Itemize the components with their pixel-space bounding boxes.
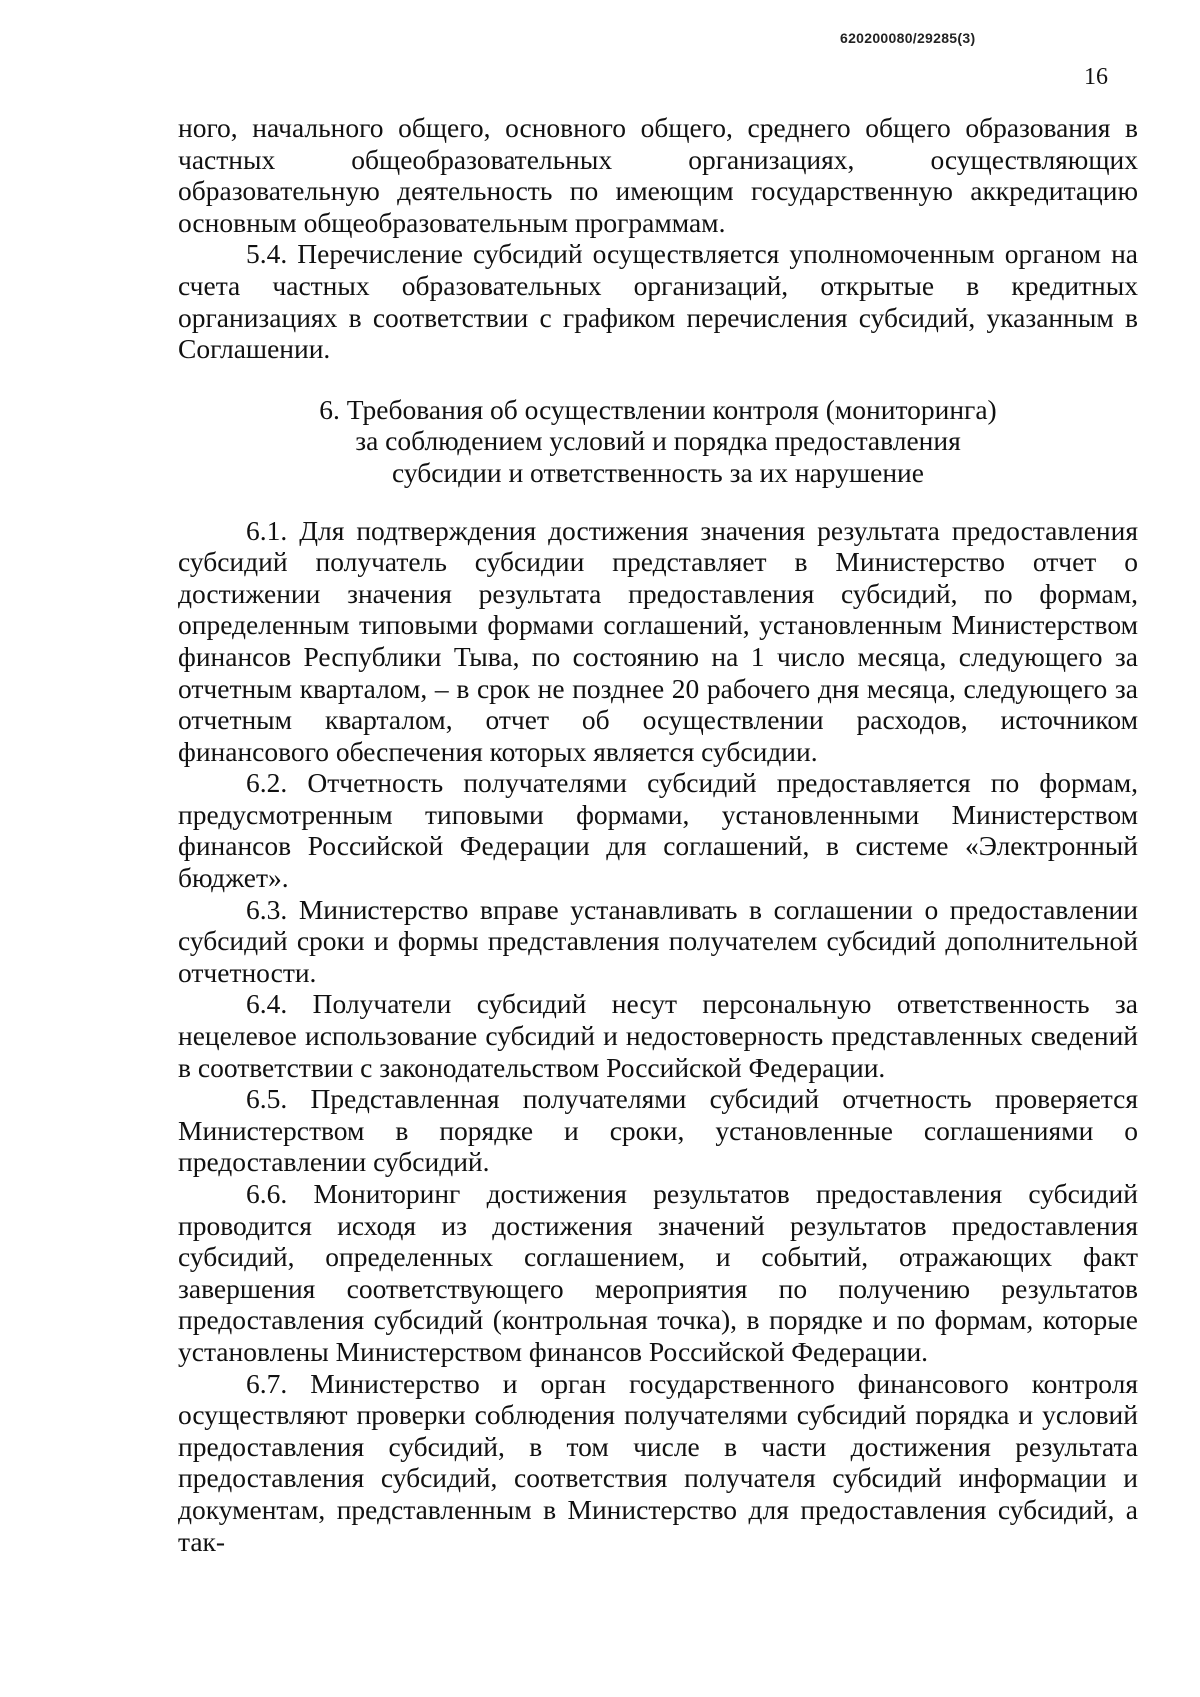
paragraph-5-3-continuation: ного, начального общего, основного общего, среднего общего образования в частных общеобразовательных организациях, осуществляющих образовательную деятельность по имеющим государственную аккредитацию основным общеобразовательным программам.	[178, 112, 1138, 238]
paragraph-6-7: 6.7. Министерство и орган государственного финансового контроля осуществляют проверки соблюдения получателями субсидий порядка и условий предоставления субсидий, в том числе в части достижения результата предоставления субсидий, соответствия получателя субсидий информации и документам, представленным в Министерство для предоставления субсидий, а так-	[178, 1367, 1138, 1557]
paragraph-5-4: 5.4. Перечисление субсидий осуществляется уполномоченным органом на счета частных образовательных организаций, открытые в кредитных организациях в соответствии с графиком перечисления субсидий, указанным в Соглашении.	[178, 238, 1138, 365]
paragraph-6-6: 6.6. Мониторинг достижения результатов предоставления субсидий проводится исходя из достижения значений результатов предоставления субсидий, определенных соглашением, и событий, отражающих факт завершения соответствующего мероприятия по получению результатов предоставления субсидий (контрольная точка), в порядке и по формам, которые установлены Министерством финансов Российской Федерации.	[178, 1178, 1138, 1367]
paragraph-6-5: 6.5. Представленная получателями субсидий отчетность проверяется Министерством в порядке и сроки, установленные соглашениями о предоставлении субсидий.	[178, 1083, 1138, 1178]
paragraph-6-4: 6.4. Получатели субсидий несут персональную ответственность за нецелевое использование субсидий и недостоверность представленных сведений в соответствии с законодательством Российской Федерации.	[178, 988, 1138, 1083]
paragraph-6-3: 6.3. Министерство вправе устанавливать в соглашении о предоставлении субсидий сроки и формы представления получателем субсидий дополнительной отчетности.	[178, 893, 1138, 988]
section-heading-line: 6. Требования об осуществлении контроля (мониторинга)	[319, 393, 997, 425]
document-body	[178, 112, 1138, 1557]
section-heading-line: субсидии и ответственность за их нарушение	[392, 456, 924, 488]
document-id: 620200080/29285(3)	[840, 30, 976, 46]
section-6-heading	[178, 394, 1138, 489]
section-heading-line: за соблюдением условий и порядка предоставления	[355, 425, 961, 457]
paragraph-6-1: 6.1. Для подтверждения достижения значения результата предоставления субсидий получатель субсидии представляет в Министерство отчет о достижении значения результата предоставления субсидий, по формам, определенным типовыми формами соглашений, установленным Министерством финансов Республики Тыва, по состоянию на 1 число месяца, следующего за отчетным кварталом, – в срок не позднее 20 рабочего дня месяца, следующего за отчетным кварталом, отчет об осуществлении расходов, источником финансового обеспечения которых является субсидии.	[178, 514, 1138, 767]
paragraph-6-2: 6.2. Отчетность получателями субсидий предоставляется по формам, предусмотренным типовыми формами, установленными Министерством финансов Российской Федерации для соглашений, в системе «Электронный бюджет».	[178, 767, 1138, 894]
page-number: 16	[1084, 64, 1108, 90]
